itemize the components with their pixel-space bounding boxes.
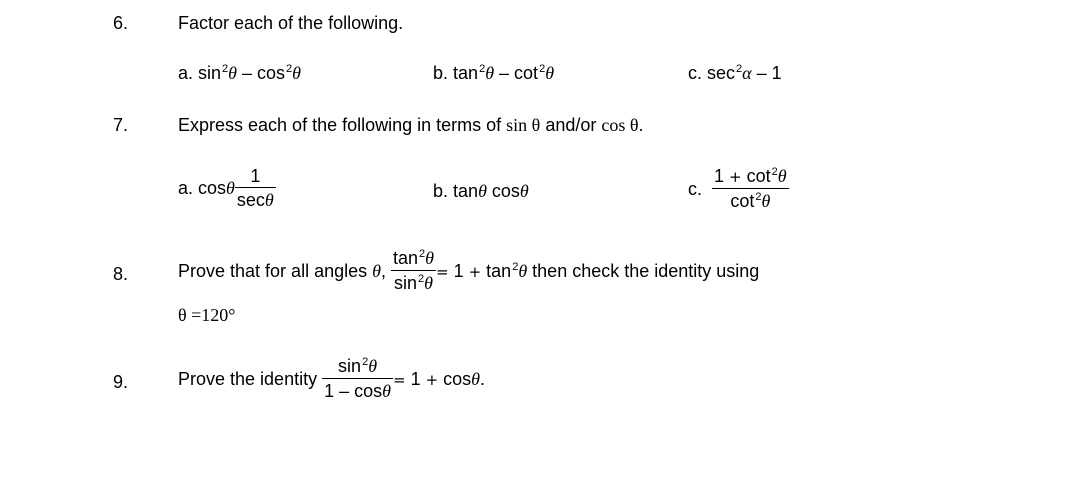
fraction-7a: $\frac{1}{\sec\theta}$ (236, 166, 274, 210)
question-6b (433, 63, 554, 84)
period: . (638, 115, 644, 135)
expr-6c: $\sec^2\alpha - 1$ (707, 63, 782, 83)
cos-theta: cos θ (601, 115, 639, 135)
question-7a (178, 166, 276, 211)
question-7-number: 7. (113, 115, 129, 135)
label-6b: b. (433, 63, 449, 83)
question-9-number: 9. (113, 372, 129, 392)
question-8-then: then check the identity using (532, 260, 760, 281)
expr-6b: $\tan^2\theta - \cot^2\theta$ (453, 63, 555, 83)
fraction-7c: $\frac{1 + \cot^2\theta}{\cot^2\theta}$ (714, 166, 787, 211)
expr-6a: $\sin^2\theta - \cos^2\theta$ (198, 63, 302, 83)
question-9-line (178, 356, 485, 402)
and-or-text: and/or (545, 115, 597, 135)
question-8-number: 8. (113, 264, 129, 284)
period: . (480, 368, 486, 389)
label-7c: c. (688, 178, 703, 199)
theta-symbol: θ (372, 260, 381, 281)
question-7-prompt (178, 115, 644, 136)
question-8-line: Prove that for all angles θ , $\frac{\tan^2\theta}{\sin^2\theta}$ = $1 + \tan^2\theta$ then check the identity using (178, 248, 760, 293)
question-8-check-value (178, 305, 235, 326)
expr-7b: tanθ cosθ (453, 181, 529, 201)
question-7b (433, 181, 529, 202)
question-7-prompt-text: Express each of the following in terms of (178, 115, 502, 135)
label-7a: a. (178, 178, 194, 198)
fraction-8: $\frac{\tan^2\theta}{\sin^2\theta}$ (392, 248, 434, 293)
question-6-number: 6. (113, 13, 129, 33)
expr-9-rhs: = 1 + cosθ (392, 368, 481, 389)
label-6c: c. (688, 63, 703, 83)
expr-8-rhs: = $1 + \tan^2\theta$ (435, 260, 528, 281)
question-6-prompt: Factor each of the following. (178, 13, 404, 33)
check-value-text: θ =120° (178, 305, 236, 325)
question-7c (688, 166, 789, 212)
expr-7a-cos: cosθ (198, 178, 235, 198)
question-9-prompt: Prove the identity (178, 368, 318, 389)
question-8-prompt: Prove that for all angles (178, 260, 368, 281)
sin-theta: sin θ (506, 115, 541, 135)
question-6a (178, 63, 301, 84)
fraction-9: $\frac{\sin^2\theta}{1 - \cos\theta}$ (324, 356, 391, 401)
question-6c (688, 63, 782, 84)
label-6a: a. (178, 63, 194, 83)
label-7b: b. (433, 181, 449, 201)
